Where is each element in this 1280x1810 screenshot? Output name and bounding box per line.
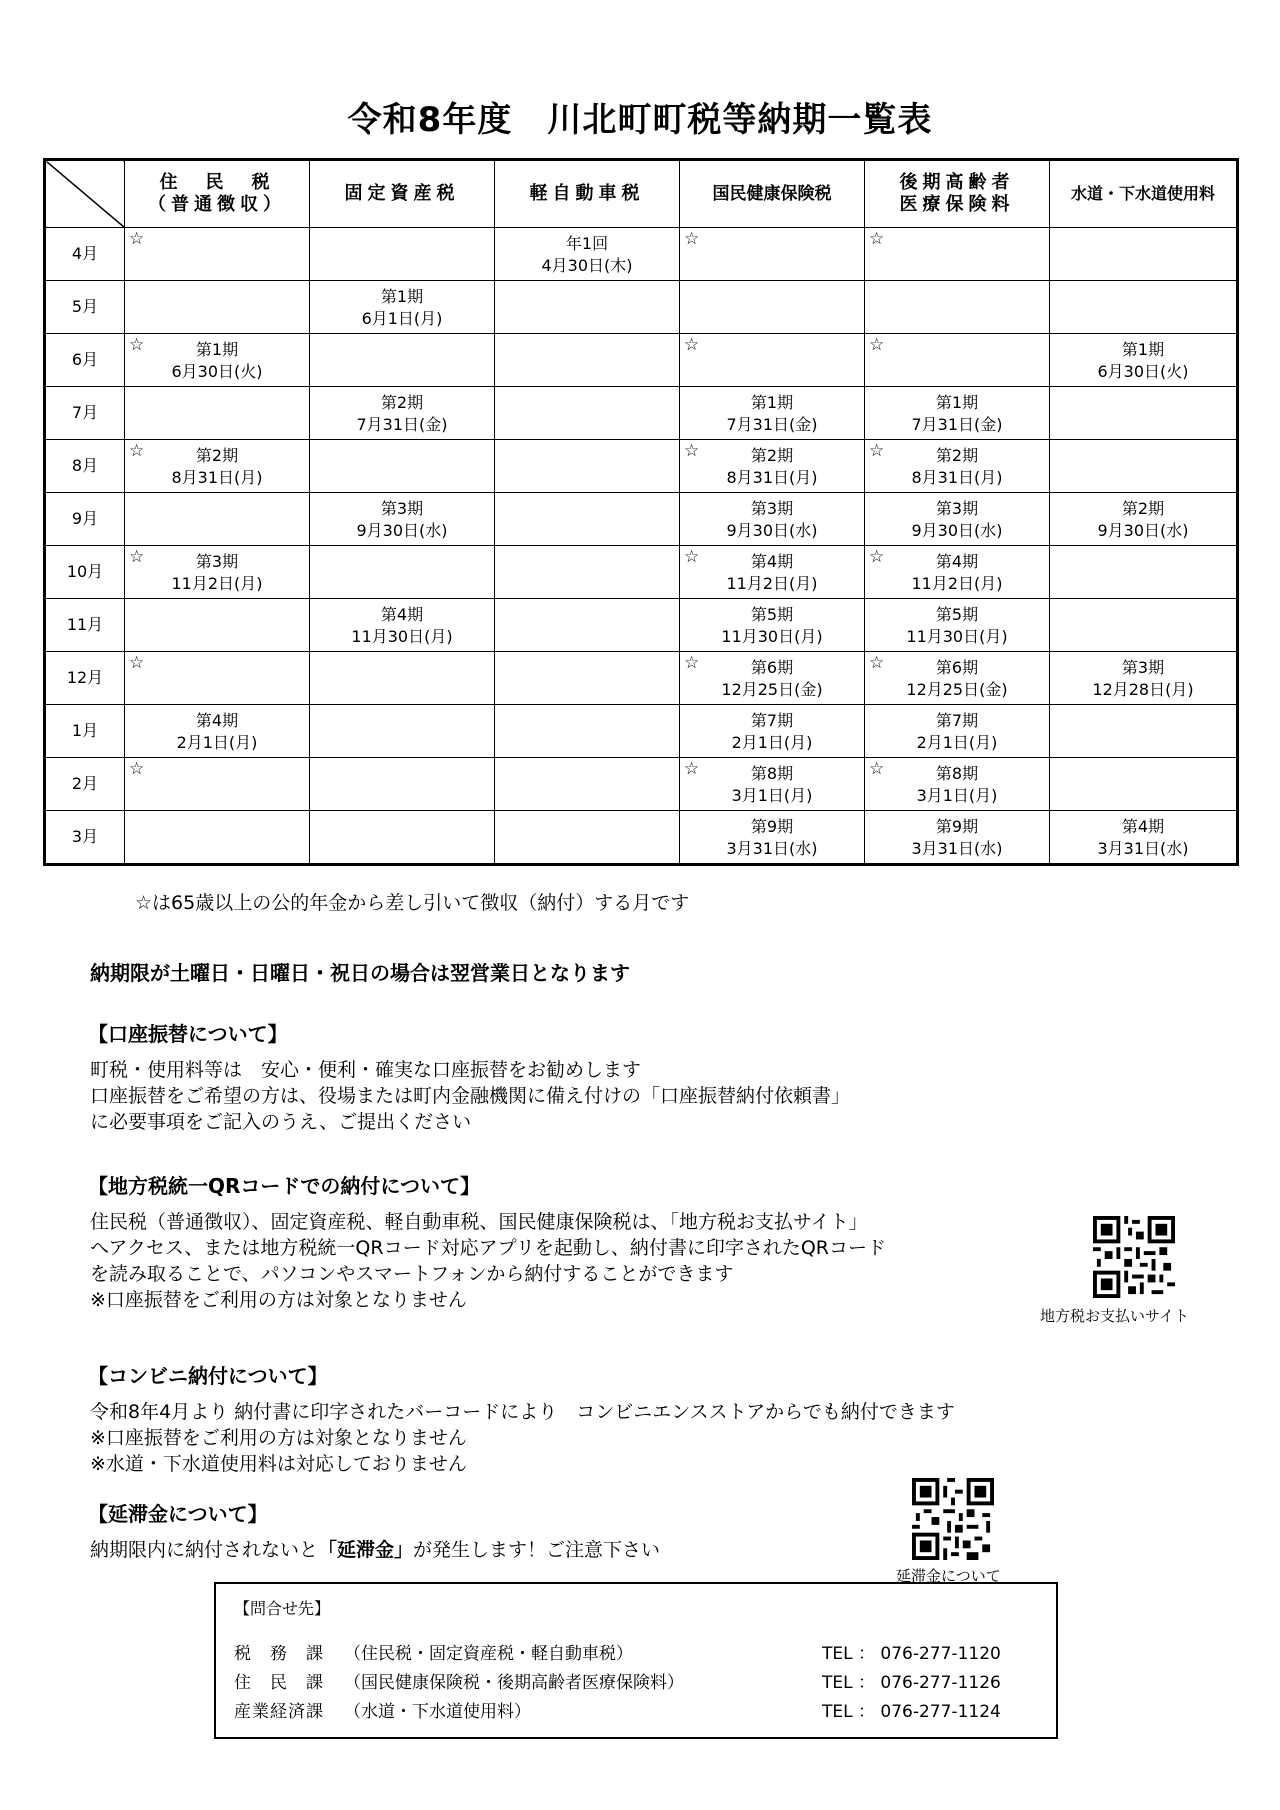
header-line: 水道・下水道使用料: [1070, 184, 1215, 203]
contact-tel[interactable]: TEL ： 076-277-1126: [822, 1673, 1001, 1693]
period-label: 第6期: [750, 658, 794, 677]
schedule-cell: [865, 758, 1050, 811]
due-date: 7月31日(金): [726, 415, 818, 434]
period-label: 年1回: [565, 234, 609, 253]
schedule-cell: [865, 811, 1050, 865]
schedule-cell: [1050, 387, 1238, 440]
period-label: 第9期: [935, 817, 979, 836]
schedule-cell: [865, 546, 1050, 599]
text-line: ※口座振替をご利用の方は対象となりません: [90, 1427, 467, 1449]
contact-box: [214, 1582, 1058, 1739]
contact-row: [234, 1668, 1001, 1693]
due-date: 4月30日(木): [541, 256, 633, 275]
schedule-cell: [680, 652, 865, 705]
month-label: 3月: [45, 811, 125, 865]
star-icon: ☆: [869, 547, 885, 567]
schedule-cell: [310, 546, 495, 599]
text-line: 住民税（普通徴収）、固定資産税、軽自動車税、国民健康保険税は、「地方税お支払サイト」: [90, 1211, 868, 1233]
period-label: 第2期: [380, 393, 424, 412]
schedule-cell: [125, 493, 310, 546]
period-label: 第7期: [750, 711, 794, 730]
qr-caption-payment-site: 地方税お支払いサイト: [1040, 1307, 1189, 1325]
due-date: 9月30日(水): [1097, 521, 1189, 540]
star-icon: ☆: [684, 653, 700, 673]
period-label: 第3期: [195, 552, 239, 571]
month-label: 5月: [45, 281, 125, 334]
header-line: （普通徴収）: [148, 194, 286, 215]
period-label: 第5期: [935, 605, 979, 624]
schedule-cell: [1050, 334, 1238, 387]
header-health-insurance-tax: [680, 160, 865, 228]
schedule-cell: [1050, 811, 1238, 865]
header-line: 国民健康保険税: [712, 184, 832, 204]
contact-header: 【問合せ先】: [234, 1599, 331, 1618]
period-label: 第2期: [1121, 499, 1165, 518]
schedule-cell: [680, 228, 865, 281]
schedule-cell: [1050, 758, 1238, 811]
section-title-qr-payment: 【地方税統一QRコードでの納付について】: [88, 1174, 481, 1198]
period-label: 第4期: [380, 605, 424, 624]
text-line: ※水道・下水道使用料は対応しておりません: [90, 1453, 467, 1475]
due-date: 11月30日(月): [351, 627, 453, 646]
schedule-cell: [125, 758, 310, 811]
star-icon: ☆: [869, 335, 885, 355]
schedule-row: [45, 546, 1238, 599]
due-date: 2月1日(月): [916, 733, 998, 752]
schedule-cell: [1050, 546, 1238, 599]
text-line: に必要事項をご記入のうえ、ご提出ください: [90, 1111, 472, 1133]
month-label: 10月: [45, 546, 125, 599]
schedule-cell: [865, 281, 1050, 334]
schedule-cell: [125, 387, 310, 440]
period-label: 第2期: [750, 446, 794, 465]
star-icon: ☆: [129, 441, 145, 461]
schedule-row: [45, 228, 1238, 281]
schedule-cell: [680, 758, 865, 811]
due-date: 11月2日(月): [726, 574, 818, 593]
text-line: 令和8年4月より 納付書に印字されたバーコードにより コンビニエンスストアからでも納付できます: [90, 1401, 955, 1423]
late-fee-text: [90, 1535, 660, 1562]
late-fee-text-before: 納期限内に納付されないと: [90, 1539, 319, 1561]
text-line: 口座振替をご希望の方は、役場または町内金融機関に備え付けの「口座振替納付依頼書」: [90, 1085, 851, 1107]
due-date: 8月31日(月): [911, 468, 1003, 487]
due-date: 6月1日(月): [361, 309, 443, 328]
schedule-cell: [125, 811, 310, 865]
schedule-row: [45, 758, 1238, 811]
tax-schedule-table: [43, 158, 1239, 866]
month-label: 11月: [45, 599, 125, 652]
due-date: 11月30日(月): [906, 627, 1008, 646]
schedule-cell: [865, 334, 1050, 387]
schedule-cell: [865, 705, 1050, 758]
header-line: 住 民 税: [159, 172, 275, 193]
schedule-cell: [865, 440, 1050, 493]
star-icon: ☆: [129, 229, 145, 249]
period-label: 第1期: [1121, 340, 1165, 359]
schedule-cell: [865, 387, 1050, 440]
period-label: 第2期: [195, 446, 239, 465]
schedule-cell: [495, 493, 680, 546]
schedule-cell: [680, 281, 865, 334]
month-label: 8月: [45, 440, 125, 493]
page-title: 令和8年度 川北町町税等納期一覧表: [347, 100, 933, 140]
due-date: 7月31日(金): [356, 415, 448, 434]
star-icon: ☆: [129, 759, 145, 779]
section-title-account-transfer: 【口座振替について】: [88, 1022, 288, 1046]
late-fee-text-after: が発生します！ご注意下さい: [413, 1539, 661, 1561]
text-line: へアクセス、または地方税統一QRコード対応アプリを起動し、納付書に印字されたQRコード: [90, 1237, 886, 1259]
month-label: 9月: [45, 493, 125, 546]
schedule-cell: [310, 599, 495, 652]
star-icon: ☆: [869, 653, 885, 673]
schedule-cell: [495, 228, 680, 281]
contact-tel[interactable]: TEL ： 076-277-1120: [822, 1644, 1001, 1664]
schedule-cell: [495, 652, 680, 705]
schedule-cell: [125, 440, 310, 493]
due-date: 12月25日(金): [721, 680, 823, 699]
schedule-cell: [310, 705, 495, 758]
late-fee-keyword: 「延滞金」: [318, 1539, 414, 1561]
due-date: 3月31日(水): [1097, 839, 1189, 858]
star-icon: ☆: [869, 229, 885, 249]
schedule-row: [45, 705, 1238, 758]
schedule-cell: [680, 811, 865, 865]
period-label: 第5期: [750, 605, 794, 624]
period-label: 第7期: [935, 711, 979, 730]
schedule-cell: [495, 758, 680, 811]
period-label: 第4期: [935, 552, 979, 571]
schedule-row: [45, 599, 1238, 652]
header-line: 医療保険料: [899, 194, 1015, 215]
schedule-cell: [1050, 705, 1238, 758]
schedule-cell: [495, 811, 680, 865]
due-date: 11月2日(月): [911, 574, 1003, 593]
month-label: 1月: [45, 705, 125, 758]
schedule-cell: [865, 493, 1050, 546]
due-date: 9月30日(水): [911, 521, 1003, 540]
period-label: 第1期: [935, 393, 979, 412]
schedule-cell: [1050, 652, 1238, 705]
period-label: 第1期: [750, 393, 794, 412]
schedule-row: [45, 652, 1238, 705]
qr-code-late-fee-icon[interactable]: [912, 1478, 994, 1560]
due-date: 3月31日(水): [911, 839, 1003, 858]
period-label: 第3期: [380, 499, 424, 518]
month-label: 7月: [45, 387, 125, 440]
qr-code-payment-site-icon[interactable]: [1093, 1216, 1175, 1298]
contact-row: [234, 1639, 1001, 1664]
star-icon: ☆: [684, 441, 700, 461]
schedule-cell: [865, 652, 1050, 705]
contact-dept: 税 務 課: [234, 1644, 324, 1664]
schedule-cell: [495, 440, 680, 493]
star-icon: ☆: [869, 759, 885, 779]
schedule-cell: [495, 546, 680, 599]
schedule-cell: [680, 387, 865, 440]
due-date: 2月1日(月): [176, 733, 258, 752]
schedule-cell: [495, 281, 680, 334]
schedule-cell: [680, 334, 865, 387]
period-label: 第6期: [935, 658, 979, 677]
due-date: 9月30日(水): [356, 521, 448, 540]
schedule-cell: [310, 387, 495, 440]
schedule-cell: [495, 599, 680, 652]
schedule-cell: [1050, 228, 1238, 281]
text-line: を読み取ることで、パソコンやスマートフォンから納付することができます: [90, 1263, 734, 1285]
schedule-cell: [495, 387, 680, 440]
header-line: 後期高齢者: [899, 172, 1015, 193]
period-label: 第8期: [750, 764, 794, 783]
period-label: 第1期: [195, 340, 239, 359]
schedule-cell: [125, 652, 310, 705]
schedule-cell: [680, 546, 865, 599]
contact-tel[interactable]: TEL ： 076-277-1124: [822, 1702, 1001, 1722]
text-line: 町税・使用料等は 安心・便利・確実な口座振替をお勧めします: [90, 1059, 642, 1081]
month-label: 4月: [45, 228, 125, 281]
due-date: 6月30日(火): [171, 362, 263, 381]
star-icon: ☆: [684, 547, 700, 567]
corner-cell: [45, 160, 125, 228]
period-label: 第8期: [935, 764, 979, 783]
schedule-cell: [1050, 493, 1238, 546]
schedule-cell: [310, 334, 495, 387]
due-date: 3月1日(月): [916, 786, 998, 805]
schedule-row: [45, 387, 1238, 440]
schedule-cell: [310, 281, 495, 334]
schedule-cell: [495, 705, 680, 758]
schedule-cell: [125, 281, 310, 334]
star-icon: ☆: [869, 441, 885, 461]
period-label: 第2期: [935, 446, 979, 465]
contact-desc: （住民税・固定資産税・軽自動車税）: [344, 1644, 633, 1664]
schedule-cell: [680, 440, 865, 493]
due-date: 11月2日(月): [171, 574, 263, 593]
period-label: 第3期: [750, 499, 794, 518]
month-label: 6月: [45, 334, 125, 387]
period-label: 第1期: [380, 287, 424, 306]
due-date: 12月28日(月): [1092, 680, 1194, 699]
schedule-cell: [310, 758, 495, 811]
schedule-cell: [125, 334, 310, 387]
star-icon: ☆: [129, 547, 145, 567]
schedule-cell: [680, 705, 865, 758]
due-date: 7月31日(金): [911, 415, 1003, 434]
due-date: 12月25日(金): [906, 680, 1008, 699]
star-icon: ☆: [684, 335, 700, 355]
schedule-cell: [865, 228, 1050, 281]
deadline-note: 納期限が土曜日・日曜日・祝日の場合は翌営業日となります: [90, 961, 630, 985]
schedule-cell: [680, 493, 865, 546]
period-label: 第3期: [935, 499, 979, 518]
schedule-cell: [310, 228, 495, 281]
schedule-row: [45, 281, 1238, 334]
header-light-vehicle-tax: [495, 160, 680, 228]
text-line: ※口座振替をご利用の方は対象となりません: [90, 1289, 467, 1311]
schedule-cell: [680, 599, 865, 652]
schedule-cell: [1050, 440, 1238, 493]
table-header-row: [45, 160, 1238, 228]
schedule-cell: [310, 493, 495, 546]
star-icon: ☆: [684, 759, 700, 779]
schedule-row: [45, 440, 1238, 493]
due-date: 9月30日(水): [726, 521, 818, 540]
schedule-cell: [125, 599, 310, 652]
schedule-cell: [125, 228, 310, 281]
period-label: 第4期: [195, 711, 239, 730]
schedule-cell: [310, 652, 495, 705]
schedule-cell: [310, 811, 495, 865]
header-water-fee: [1050, 160, 1238, 228]
schedule-cell: [1050, 281, 1238, 334]
due-date: 3月31日(水): [726, 839, 818, 858]
schedule-row: [45, 493, 1238, 546]
due-date: 11月30日(月): [721, 627, 823, 646]
schedule-cell: [125, 546, 310, 599]
header-line: 軽自動車税: [529, 183, 645, 204]
due-date: 8月31日(月): [726, 468, 818, 487]
period-label: 第3期: [1121, 658, 1165, 677]
schedule-cell: [125, 705, 310, 758]
header-elderly-insurance: [865, 160, 1050, 228]
due-date: 2月1日(月): [731, 733, 813, 752]
period-label: 第4期: [750, 552, 794, 571]
schedule-row: [45, 334, 1238, 387]
contact-dept: 住 民 課: [234, 1673, 324, 1693]
contact-dept: 産業経済課: [234, 1702, 324, 1722]
period-label: 第9期: [750, 817, 794, 836]
schedule-cell: [865, 599, 1050, 652]
due-date: 6月30日(火): [1097, 362, 1189, 381]
qr-caption-late-fee: 延滞金について: [896, 1567, 1001, 1585]
star-icon: ☆: [129, 653, 145, 673]
due-date: 8月31日(月): [171, 468, 263, 487]
header-property-tax: [310, 160, 495, 228]
header-line: 固定資産税: [344, 183, 460, 204]
contact-desc: （水道・下水道使用料）: [344, 1702, 531, 1722]
section-title-convenience: 【コンビニ納付について】: [88, 1364, 328, 1388]
section-title-late-fee: 【延滞金について】: [88, 1502, 268, 1526]
star-note: ☆は65歳以上の公的年金から差し引いて徴収（納付）する月です: [135, 892, 690, 914]
month-label: 12月: [45, 652, 125, 705]
header-resident-tax: [125, 160, 310, 228]
contact-row: [234, 1697, 1001, 1722]
schedule-cell: [1050, 599, 1238, 652]
period-label: 第4期: [1121, 817, 1165, 836]
star-icon: ☆: [129, 335, 145, 355]
due-date: 3月1日(月): [731, 786, 813, 805]
star-icon: ☆: [684, 229, 700, 249]
schedule-row: [45, 811, 1238, 865]
month-label: 2月: [45, 758, 125, 811]
schedule-cell: [495, 334, 680, 387]
contact-desc: （国民健康保険税・後期高齢者医療保険料）: [344, 1673, 684, 1693]
schedule-cell: [310, 440, 495, 493]
